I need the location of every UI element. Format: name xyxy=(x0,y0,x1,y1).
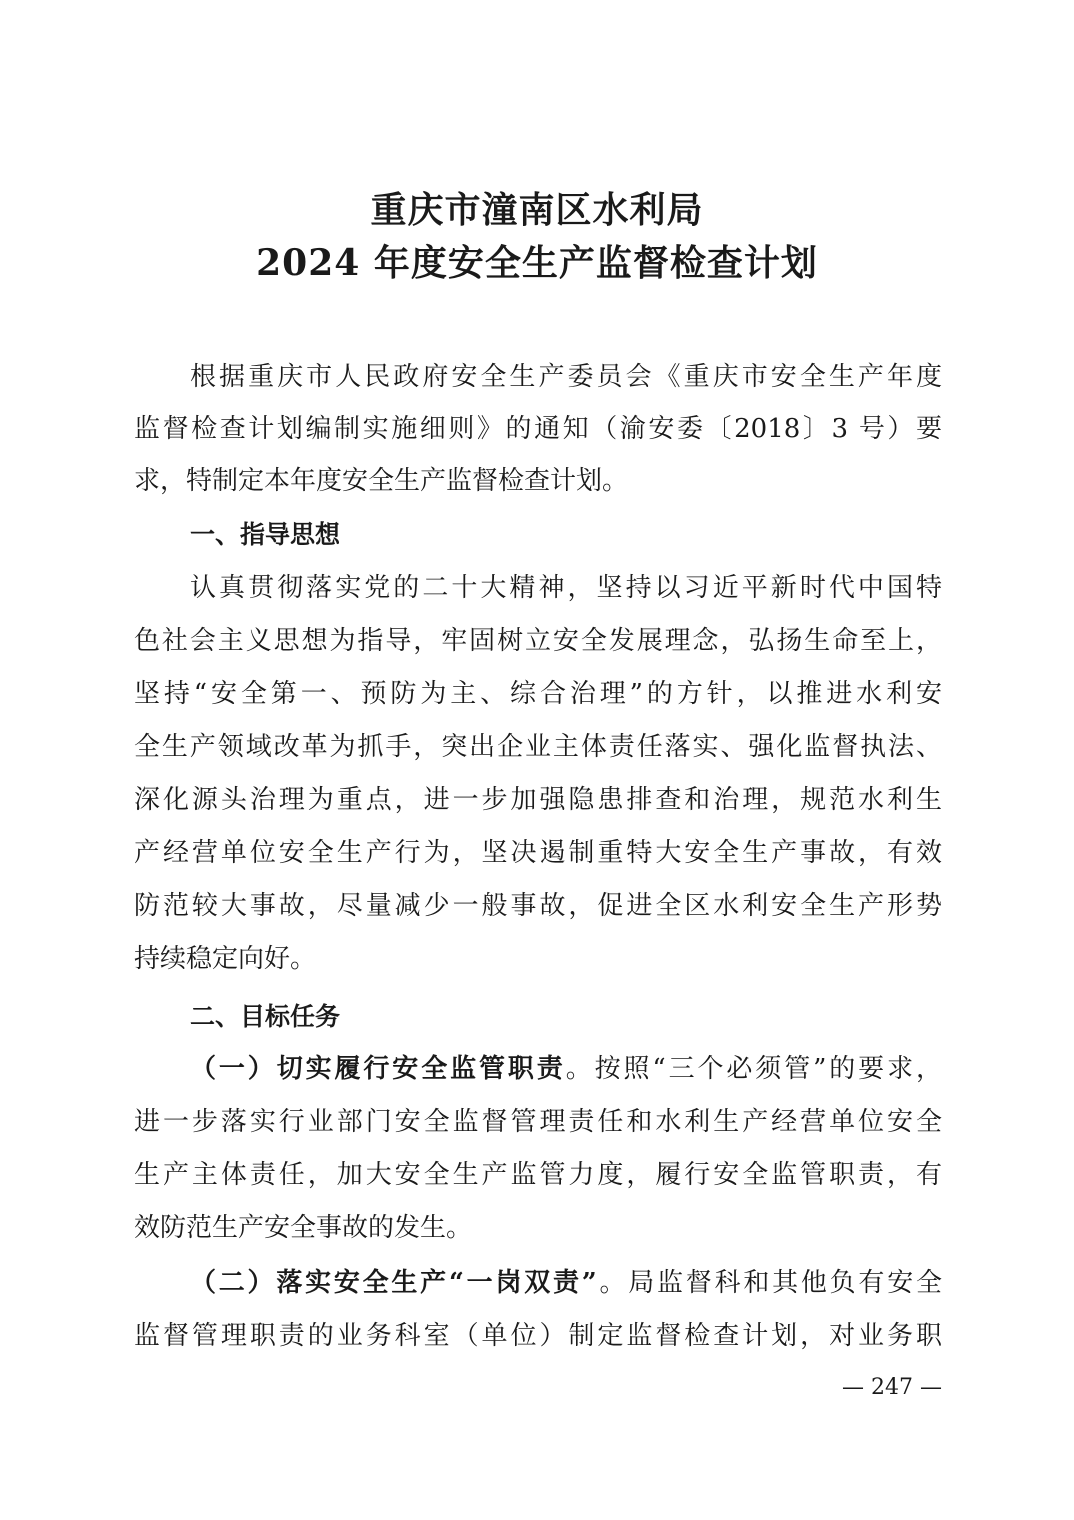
section-heading: 一、指导思想 xyxy=(190,520,341,549)
document-title-line-2: 2024 年度安全生产监督检查计划 xyxy=(256,242,818,284)
section-heading: 二、目标任务 xyxy=(190,1002,341,1031)
paragraph-line: 深化源头治理为重点，进一步加强隐患排查和治理，规范水利生 xyxy=(134,785,942,815)
item-first-line xyxy=(190,1266,942,1300)
paragraph-line: 产经营单位安全生产行为，坚决遏制重特大安全生产事故，有效 xyxy=(134,838,942,868)
item-lead-rest: 。局监督科和其他负有安全 xyxy=(596,1268,942,1298)
item-first-line xyxy=(190,1052,942,1086)
paragraph-line: 色社会主义思想为指导，牢固树立安全发展理念，弘扬生命至上， xyxy=(134,626,942,656)
paragraph-line: 生产主体责任，加大安全生产监管力度，履行安全监管职责，有 xyxy=(134,1160,942,1190)
page-number: — 247 — xyxy=(842,1375,942,1400)
paragraph-line: 持续稳定向好。 xyxy=(134,944,317,974)
intro-line: 监督检查计划编制实施细则》的通知（渝安委〔2018〕3 号）要 xyxy=(134,414,942,444)
item-lead-rest: 。按照“三个必须管”的要求， xyxy=(565,1054,942,1084)
paragraph-line: 防范较大事故，尽量减少一般事故，促进全区水利安全生产形势 xyxy=(134,891,942,921)
paragraph-line: 全生产领域改革为抓手，突出企业主体责任落实、强化监督执法、 xyxy=(134,732,942,762)
paragraph-line: 监督管理职责的业务科室（单位）制定监督检查计划，对业务职 xyxy=(134,1321,942,1351)
paragraph-line: 认真贯彻落实党的二十大精神，坚持以习近平新时代中国特 xyxy=(190,573,942,603)
intro-line: 求，特制定本年度安全生产监督检查计划。 xyxy=(134,466,629,496)
intro-line: 根据重庆市人民政府安全生产委员会《重庆市安全生产年度 xyxy=(190,362,942,392)
item-lead: （一）切实履行安全监管职责 xyxy=(190,1054,566,1084)
document-title-line-1: 重庆市潼南区水利局 xyxy=(370,189,704,231)
paragraph-line: 效防范生产安全事故的发生。 xyxy=(134,1213,473,1243)
paragraph-line: 坚持“安全第一、预防为主、综合治理”的方针，以推进水利安 xyxy=(134,679,942,709)
paragraph-line: 进一步落实行业部门安全监督管理责任和水利生产经营单位安全 xyxy=(134,1107,942,1137)
item-lead: （二）落实安全生产“一岗双责” xyxy=(190,1268,597,1298)
